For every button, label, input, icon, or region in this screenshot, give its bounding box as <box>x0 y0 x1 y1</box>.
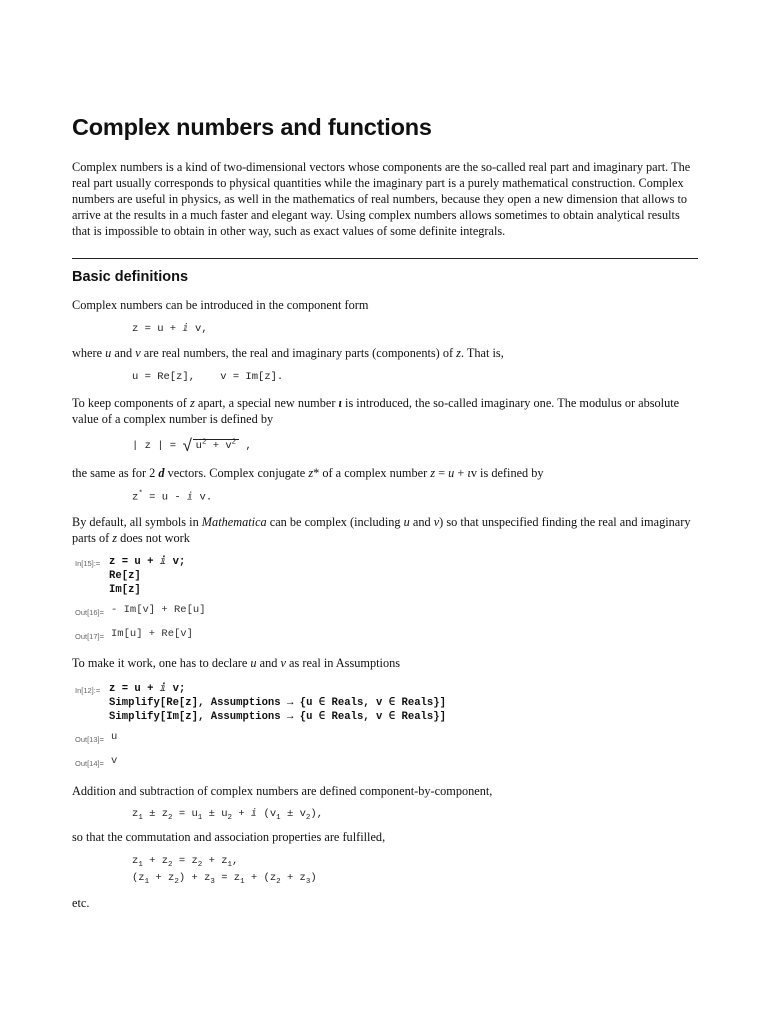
addition-text: Addition and subtraction of complex numbers are defined component-by-component, <box>72 784 493 798</box>
input-cell-12[interactable]: z = u + ⅈ v; Simplify[Re[z], Assumptions → {u ∈ Reals, v ∈ Reals}] Simplify[Im[z], Assumptions → {u ∈ Reals, v ∈ Reals}] <box>109 683 446 723</box>
equation-real-imag-parts: u = Re[z], v = Im[z]. <box>132 371 284 383</box>
intro-paragraph: Complex numbers is a kind of two-dimensional vectors whose components are the so-called real part and imaginary part. The real part usually corresponds to physical quantities while the imaginary part is a purely mathematical construction. Complex numbers are useful in physics, as well in the mathematics of real numbers, because they open a new dimension that allows to arrive at the results in a much faster and elegant way. Using complex numbers allows sometimes to obtain analytical results that is impossible to obtain in other way, such as exact values of some definite integrals. <box>72 160 691 238</box>
section-divider <box>72 258 698 259</box>
output-label-17: Out[17]= <box>75 632 104 641</box>
equation-commutation: $z_1 + z_2 = z_2 + z_1$, <box>132 855 239 870</box>
equation-modulus: | z | = √ $u^2 + v^2$ , <box>132 438 252 457</box>
output-cell-16: - Im[v] + Re[u] <box>111 604 206 616</box>
assumptions-text: To make it work, one has to declare u and v as real in Assumptions <box>72 656 401 670</box>
section-title: Basic definitions <box>72 269 189 285</box>
output-cell-14: v <box>111 755 118 767</box>
input-label-15: In[15]:= <box>75 559 101 568</box>
output-label-16: Out[16]= <box>75 608 104 617</box>
component-form-text: Complex numbers can be introduced in the component form <box>72 298 369 312</box>
real-imag-text: where u and v are real numbers, the real and imaginary parts (components) of z. That is, <box>72 346 504 360</box>
output-label-14: Out[14]= <box>75 759 104 768</box>
imaginary-unit-paragraph: To keep components of z apart, a special new number ι is introduced, the so-called imaginary one. The modulus or absolute value of a complex number is defined by <box>72 396 680 426</box>
default-complex-paragraph: By default, all symbols in Mathematica can be complex (including u and v) so that unspecified finding the real and imaginary parts of z does not work <box>72 515 691 545</box>
output-cell-13: u <box>111 731 118 743</box>
equation-association: $(z_1 + z_2) + z_3 = z_1 + (z_2 + z_3)$ <box>132 872 317 887</box>
conjugate-text: the same as for 2 d vectors. Complex conjugate z* of a complex number z = u + ιv is defined by <box>72 466 544 480</box>
input-label-12: In[12]:= <box>75 686 101 695</box>
output-label-13: Out[13]= <box>75 735 104 744</box>
equation-addition: $z_1 \pm z_2 = u_1 \pm u_2$ + ⅈ $(v_1 \pm v_2)$, <box>132 808 324 823</box>
equation-component-form: z = u + ⅈ v, <box>132 323 208 335</box>
page-title: Complex numbers and functions <box>72 114 432 140</box>
etc-text: etc. <box>72 896 90 910</box>
equation-conjugate: z* = u - ⅈ v. <box>132 490 213 504</box>
input-cell-15[interactable]: z = u + ⅈ v; Re[z] Im[z] <box>109 556 186 596</box>
output-cell-17: Im[u] + Re[v] <box>111 628 193 640</box>
commutation-text: so that the commutation and association properties are fulfilled, <box>72 830 386 844</box>
